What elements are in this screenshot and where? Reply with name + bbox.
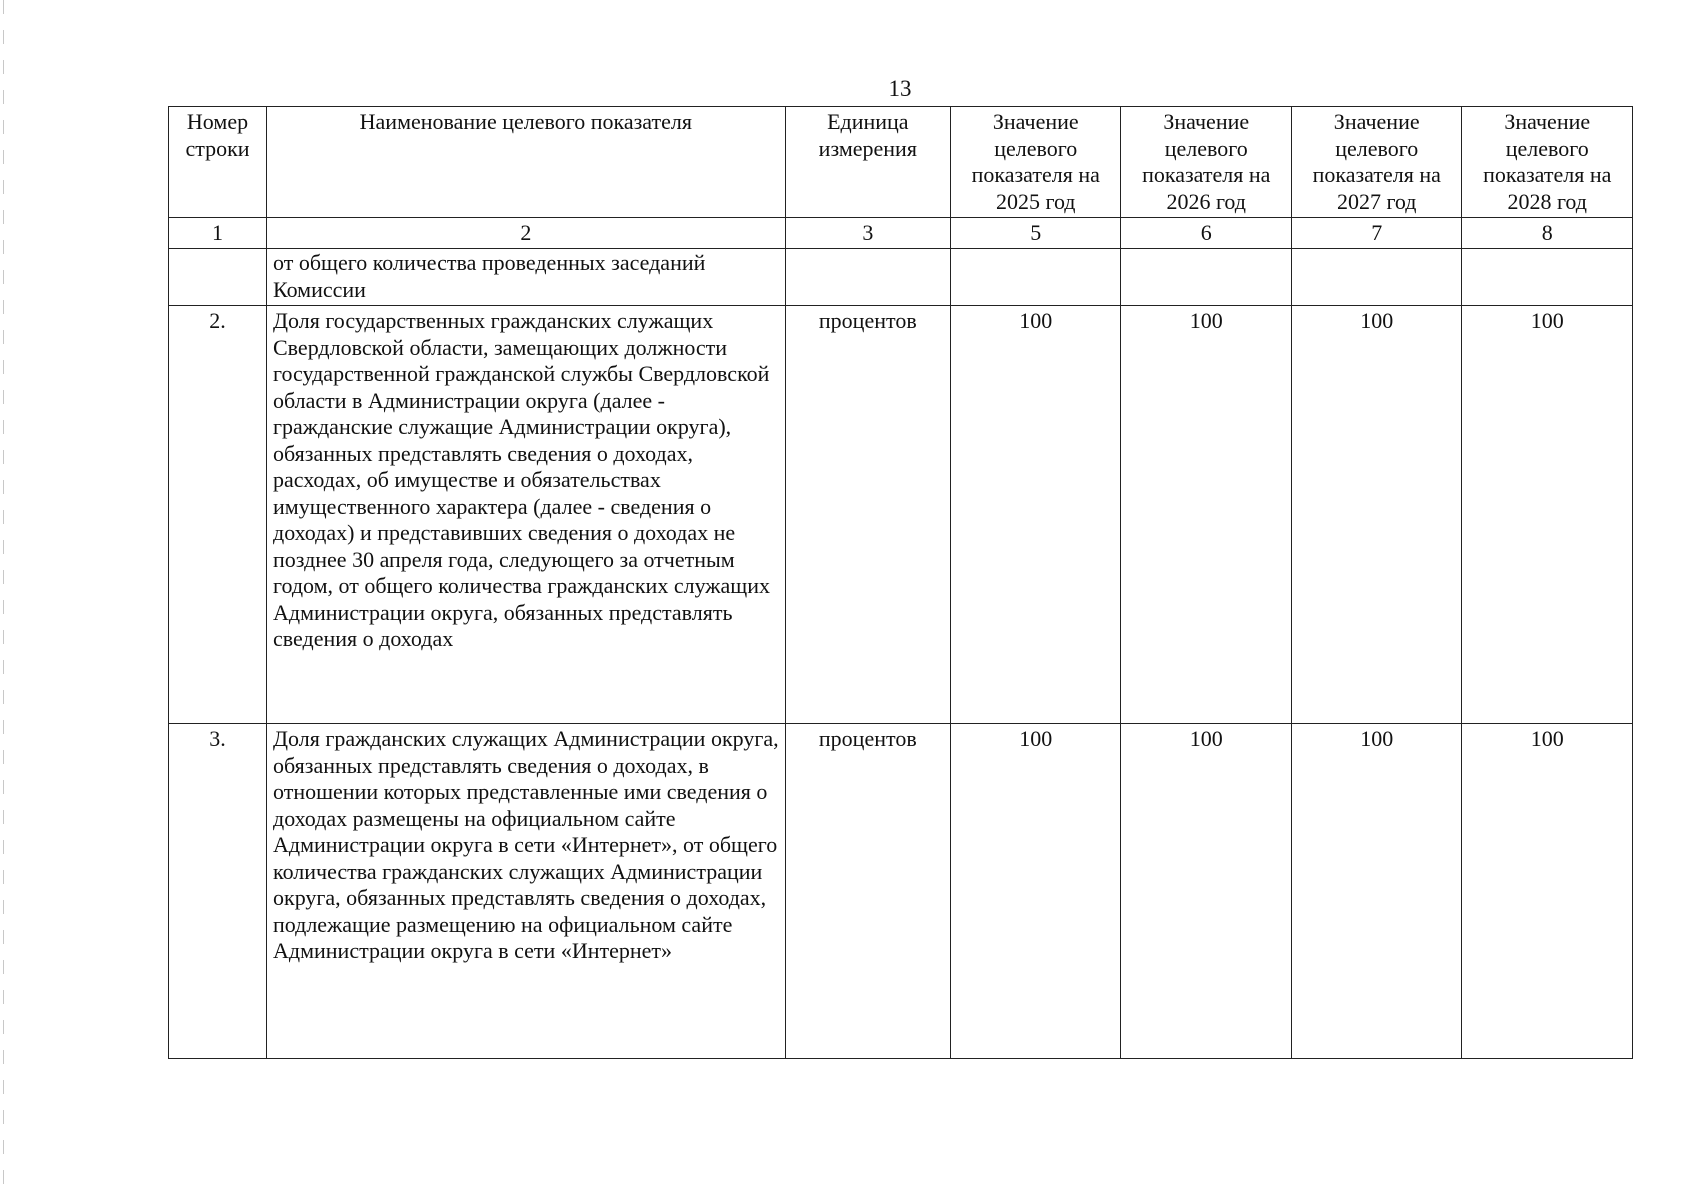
scan-edge-artifact bbox=[3, 0, 4, 1200]
value-2025: 100 bbox=[951, 724, 1121, 1059]
column-number: 8 bbox=[1462, 218, 1633, 249]
table-row bbox=[169, 306, 1633, 724]
table-row bbox=[169, 724, 1633, 1059]
row-number bbox=[169, 249, 267, 306]
column-number: 2 bbox=[267, 218, 786, 249]
table-row bbox=[169, 249, 1633, 306]
unit-cell: процентов bbox=[785, 306, 950, 724]
header-unit: Единица измерения bbox=[785, 107, 950, 218]
value-2026 bbox=[1121, 249, 1291, 306]
header-value-2025: Значение целевого показателя на 2025 год bbox=[951, 107, 1121, 218]
header-value-2027: Значение целевого показателя на 2027 год bbox=[1291, 107, 1461, 218]
table-header-row bbox=[169, 107, 1633, 218]
target-indicators-table bbox=[168, 106, 1633, 1059]
unit-cell: процентов bbox=[785, 724, 950, 1059]
value-2025 bbox=[951, 249, 1121, 306]
value-2027: 100 bbox=[1291, 724, 1461, 1059]
header-value-2028: Значение целевого показателя на 2028 год bbox=[1462, 107, 1633, 218]
page-number: 13 bbox=[888, 76, 912, 101]
indicator-name: от общего количества проведенных заседаний Комиссии bbox=[267, 249, 786, 306]
column-number: 7 bbox=[1291, 218, 1461, 249]
indicator-name: Доля государственных гражданских служащих Свердловской области, замещающих должности государственной гражданской службы Свердловской области в Администрации округа (далее - гражданские служащие Администрации округа), обязанных представлять сведения о доходах, расходах, об имуществе и обязательствах имущественного характера (далее - сведения о доходах) и представивших сведения о доходах не позднее 30 апреля года, следующего за отчетным годом, от общего количества гражданских служащих Администрации округа, обязанных представлять сведения о доходах bbox=[267, 306, 786, 724]
unit-cell bbox=[785, 249, 950, 306]
column-number: 5 bbox=[951, 218, 1121, 249]
value-2028: 100 bbox=[1462, 724, 1633, 1059]
value-2027 bbox=[1291, 249, 1461, 306]
value-2025: 100 bbox=[951, 306, 1121, 724]
row-number: 2. bbox=[169, 306, 267, 724]
value-2026: 100 bbox=[1121, 724, 1291, 1059]
header-value-2026: Значение целевого показателя на 2026 год bbox=[1121, 107, 1291, 218]
column-number-row bbox=[169, 218, 1633, 249]
column-number: 3 bbox=[785, 218, 950, 249]
header-indicator-name: Наименование целевого показателя bbox=[267, 107, 786, 218]
header-row-number: Номер строки bbox=[169, 107, 267, 218]
column-number: 1 bbox=[169, 218, 267, 249]
row-number: 3. bbox=[169, 724, 267, 1059]
value-2028: 100 bbox=[1462, 306, 1633, 724]
value-2026: 100 bbox=[1121, 306, 1291, 724]
value-2027: 100 bbox=[1291, 306, 1461, 724]
column-number: 6 bbox=[1121, 218, 1291, 249]
value-2028 bbox=[1462, 249, 1633, 306]
indicator-name: Доля гражданских служащих Администрации округа, обязанных представлять сведения о доходах, в отношении которых представленные ими сведения о доходах размещены на официальном сайте Администрации округа в сети «Интернет», от общего количества гражданских служащих Администрации округа, обязанных представлять сведения о доходах, подлежащие размещению на официальном сайте Администрации округа в сети «Интернет» bbox=[267, 724, 786, 1059]
